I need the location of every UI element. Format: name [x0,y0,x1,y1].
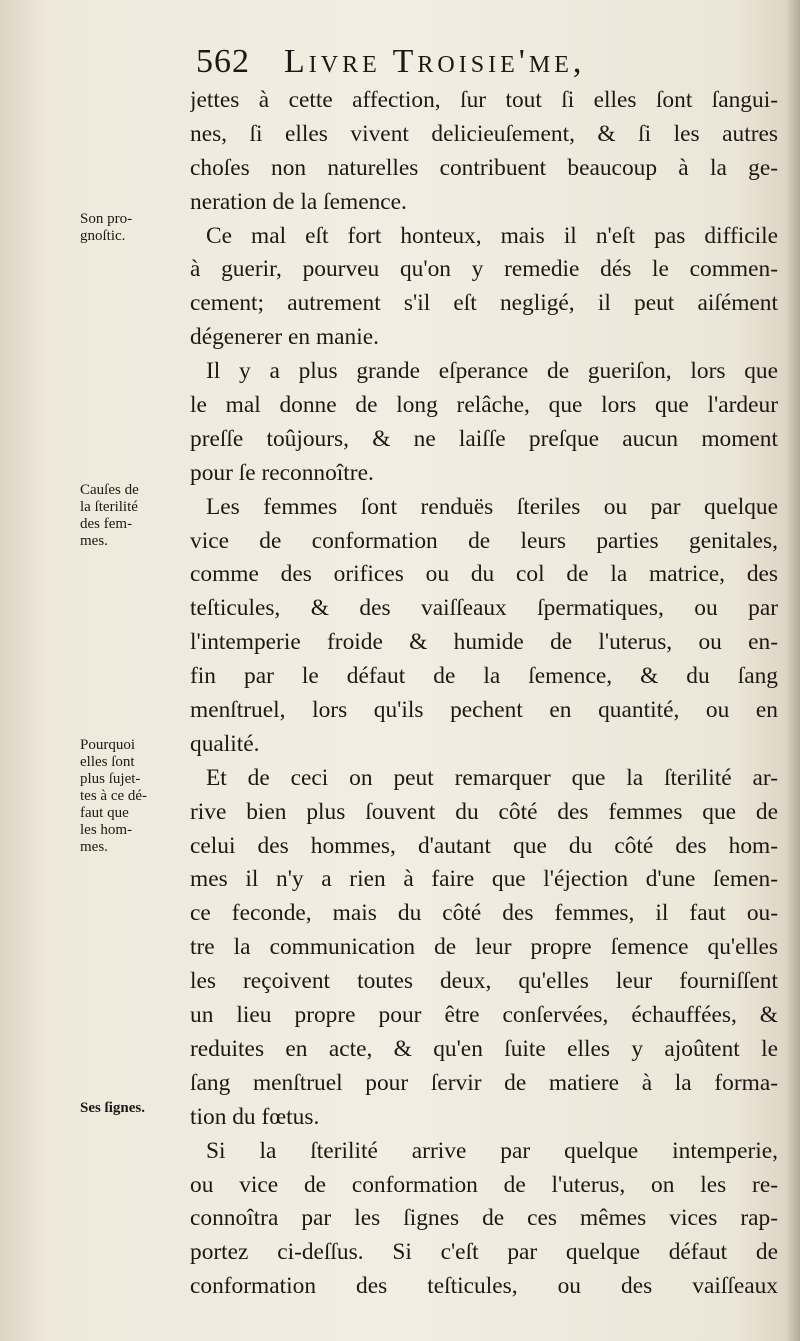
text-line: vice de conformation de leurs parties genitales, [190,527,778,554]
margin-note-line: la ſterilité [80,499,138,515]
text-line: Et de ceci on peut remarquer que la ſterilité ar- [206,764,778,791]
text-line: fin par le défaut de la ſemence, & du ſang [190,663,778,690]
text-line: Il y a plus grande eſperance de gueriſon, lors que [206,358,778,385]
text-line: dégenerer en manie. [190,324,379,351]
margin-note-line: Son pro- [80,211,133,227]
margin-note-line: Pourquoi [80,737,136,753]
text-line: Si la ſterilité arrive par quelque intemperie, [206,1137,778,1164]
text-line: mes il n'y a rien à faire que l'éjection d'une ſemen- [190,866,778,893]
text-line: tion du fœtus. [190,1103,320,1130]
margin-note-line: mes. [80,839,108,855]
page-edge-shadow [786,0,800,1341]
page-number: 562 [196,43,250,80]
margin-note-line: faut que [80,805,129,821]
margin-note-pourquoi [80,737,182,856]
margin-note-line: tes à ce dé- [80,788,148,804]
text-line: nes, ſi elles vivent delicieuſement, & ſi les autres [190,120,778,147]
text-line: tre la communication de leur propre ſemence qu'elles [190,934,778,961]
margin-note-line: elles ſont [80,754,135,770]
margin-note-line: les hom- [80,822,133,838]
margin-note-signes [80,1100,182,1117]
text-line: connoîtra par les ſignes de ces mêmes vices rap- [190,1205,778,1232]
text-line: ſang menſtruel pour ſervir de matiere à la forma- [190,1069,778,1096]
text-line: à guerir, pourveu qu'on y remedie dés le commen- [190,256,778,283]
margin-note-line: mes. [80,533,108,549]
margin-note-line: gnoſtic. [80,228,126,244]
text-line: neration de la ſemence. [190,188,407,215]
text-line: reduites en acte, & qu'en ſuite elles y ajoûtent le [190,1035,778,1062]
text-line: jettes à cette affection, ſur tout ſi elles ſont ſangui- [190,87,778,113]
text-line: ou vice de conformation de l'uterus, on les re- [190,1171,778,1198]
body-text [190,84,778,1304]
text-line: choſes non naturelles contribuent beaucoup à la ge- [190,154,778,181]
text-line: un lieu propre pour être conſervées, échauffées, & [190,1002,778,1029]
text-line: celui des hommes, d'autant que du côté des hom- [190,832,778,859]
text-line: qualité. [190,730,260,757]
text-line: le mal donne de long relâche, que lors que l'ardeur [190,392,778,419]
margin-note-causes [80,482,182,550]
text-line: rive bien plus ſouvent du côté des femmes que de [190,798,778,825]
text-line: Les femmes ſont renduës ſteriles ou par quelque [206,493,778,520]
margin-note-line: Cauſes de [80,482,139,498]
text-line: portez ci-deſſus. Si c'eſt par quelque défaut de [190,1239,778,1266]
text-line: preſſe toûjours, & ne laiſſe preſque aucun moment [190,425,778,452]
text-line: cement; autrement s'il eſt negligé, il peut aiſément [190,290,778,317]
margin-note-line: des fem- [80,516,133,532]
margin-note-line: Ses ſignes. [80,1100,146,1116]
margin-note-line: plus ſujet- [80,771,141,787]
text-line: menſtruel, lors qu'ils pechent en quantité, ou en [190,697,778,724]
text-line: teſticules, & des vaiſſeaux ſpermatiques, ou par [190,595,778,622]
text-line: ce feconde, mais du côté des femmes, il faut ou- [190,900,778,927]
running-title: Livre Troisie'me, [284,43,586,80]
text-line: les reçoivent toutes deux, qu'elles leur fourniſſent [190,968,778,995]
text-line: Ce mal eſt fort honteux, mais il n'eſt pas difficile [206,222,778,249]
text-line: pour ſe reconnoître. [190,459,374,486]
text-line: conformation des teſticules, ou des vaiſſeaux [190,1273,778,1300]
margin-note-pronostic [80,211,182,245]
text-line: l'intemperie froide & humide de l'uterus, ou en- [190,629,778,656]
text-line: comme des orifices ou du col de la matrice, des [190,561,778,588]
running-header [196,40,776,84]
